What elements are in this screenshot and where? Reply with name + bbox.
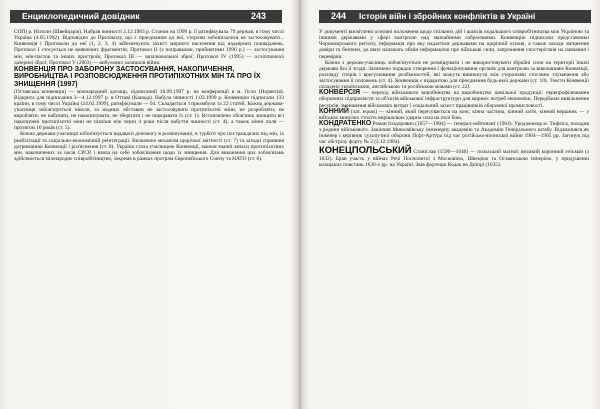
- intro-paragraph: У документі висвітлено основні положення щодо спільних дій і шляхів подальшого співробітництва між Україною та іншими державами у сфері контролю над звичайними озброєннями. Конвенцію підписали представники Чорноморського регіону, інформація про яку надається державами на щорічній основі, а також заходи зміцнення довіри та безпеки, до яких належать обмін інформацією про військові сили, запрошення спостерігачів на навчання і перевірки.: [319, 29, 589, 60]
- right-page-header: [319, 10, 591, 23]
- left-page: [0, 0, 299, 409]
- page-number-left: 243: [250, 11, 266, 21]
- entry-text: — перехід військового виробництва на виробництво цивільної продукції; перепрофілювання оборонних підприємств та об'єктів військової інфраструктури для мирних потреб економіки. Передбачає вивільнення ресурсів, зменшення військових витрат і соціальний захист працівників оборонної промисловості.: [319, 90, 589, 109]
- dictionary-entry: [319, 90, 589, 108]
- intro-paragraph: Кожна з держав-учасниць зобов'язується не розміщувати і не використовувати збройні сили на території іншої держави без її згоди. Зазначено порядок створення і функціонування органів для контролю за виконанням Конвенції, розгляду спорів і врегулювання розбіжностей, які можуть виникнути між сторонами стосовно тлумачення або застосування її положень (ст. 4). Конвенція є відкритою для приєднання будь-якої держави (ст. 10). Тексти Конвенції складено українською, англійською та російською мовами (ст. 22).: [319, 59, 589, 91]
- running-title-right: Історія війн і збройних конфліктів в Україні: [359, 12, 536, 21]
- page-number-right: 244: [331, 11, 347, 21]
- right-page: [301, 0, 600, 409]
- left-page-header: [10, 10, 282, 23]
- entry-headword: КОНЕЦПОЛЬСЬКИЙ: [319, 144, 412, 156]
- entry-text: Роман Ісидорович (1857—1904) — генерал-лейтенант (1904). Уродженець м. Тифліса, походив з родини військового. Закінчив Миколаївську інженерну академію та Академію Генерального штабу. Відзначився як інженер і керівник сухопутної оборони Порт-Артура під час російсько-японської війни 1904—1905 рр. Загинув під час обстрілу форту № 2 (2.12.1904).: [319, 120, 589, 146]
- entry-paragraph: Кожна держава-учасниця зобов'язується надавати допомогу в розмінуванні, в турботі про постраждалих від мін, їх реабілітації та соціально-економічній реінтеграції. Визначено механізм щорічної звітності (ст. 7) та заходи сприяння дотриманню Конвенції і роз'яснення (ст. 8). Україна стала учасницею Конвенції, маючи значні запаси протипіхотних мін, накопичених за часів СРСР, і взяла на себе зобов'язання щодо їх знищення. Для виконання цих зобов'язань здійснюється міжнародне співробітництво, зокрема в рамках програм Європейського Союзу та НАТО (ст. 6).: [14, 131, 284, 162]
- lead-paragraph: СОП) р. Исполн (Швейцарія). Набрав чинності 2.12.1983 р. Станом на 1999 р. її ратифікувала 79 держав, в тому числі Україна (4.05.1992). Відповідно до Протоколу, що є приєднаним до неї, сторони зобов'язалися не застосовувати... Конвенція і Протоколи до неї (1, 2, 3, 4) забезпечують захист мирного населення від надмірних пошкоджень. Протокол І стосується не виявлених фрагментів; Протокол ІІ (з поправками, прийнятими 1996 р.) — застосування мін, мін-пасток та інших пристроїв; Протокол ІІІ — запалювальної зброї; Протокол IV (1995) — осліплюючої лазерної зброї; Протокол V (2003) — вибухових залишків війни.: [14, 29, 284, 66]
- entry-text: (лат. equus) — кінний, який пересувається на коні; кінна частина, кінний загін, кінний вершник — у військах минулих століть вирішальна ударна сила на полі бою.: [319, 108, 589, 121]
- right-page-body: [319, 29, 589, 401]
- entry-headword: КОННИЙ: [319, 107, 349, 115]
- dictionary-entry: [319, 121, 589, 146]
- entry-text: Станіслав (1590—1646) — польський магнат, великий коронний гетьман (з 1632). Брав участь у війнах Речі Посполитої з Московією, Швецією та Османською імперією, у придушенні козацьких повстань 1630-х рр. на Україні. Звів фортецю Кодак на Дніпрі (1635).: [319, 149, 589, 168]
- entry-headword: КОНВЕРСІЯ: [319, 89, 361, 97]
- left-page-body: [14, 29, 284, 401]
- entry-headword: КОНДРАТЕНКО: [319, 119, 372, 127]
- running-title-left: Енциклопедичний довідник: [22, 11, 140, 21]
- dictionary-entry: [319, 145, 589, 167]
- entry-heading-ottawa-convention: КОНВЕНЦІЯ ПРО ЗАБОРОНУ ЗАСТОСУВАННЯ, НАКОПИЧЕННЯ, ВИРОБНИЦТВА І РОЗПОВСЮДЖЕННЯ ПРОТИПІХОТНИХ МІН ТА ПРО ЇХ ЗНИЩЕННЯ (1997): [14, 65, 261, 88]
- entry-paragraph: (Оттавська конвенція) — міжнародний договір, підписаний 18.09.1997 р. на конференції в м. Осло (Норвегія). Відкрита для підписання 3—4.12.1997 р. в Оттаві (Канада). Набула чинності 1.03.1999 р. Конвенцію підписали 133 країни, в тому числі Україна (24.02.1999), ратифікували — 94. Складається з преамбули та 22 статей. Кожна держава-учасниця зобов'язується ніколи, за жодних обставин не застосовувати протипіхотні міни, не розробляти, не виробляти, не набувати, не накопичувати, не зберігати і не передавати їх (ст. 1). Встановлено обов'язок знищити всі накопичені протипіхотні міни не пізніше ніж через 4 роки після набуття чинності (ст. 4), а також мінні поля — протягом 10 років (ст. 5).: [14, 88, 284, 132]
